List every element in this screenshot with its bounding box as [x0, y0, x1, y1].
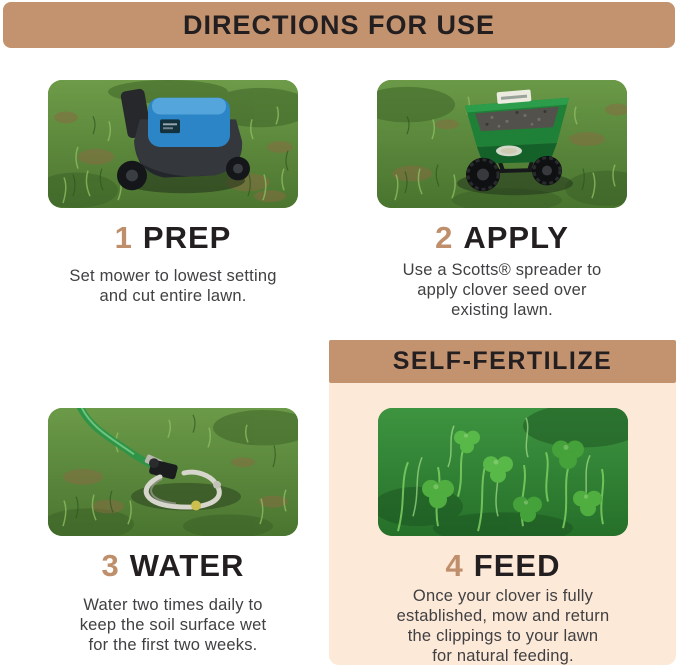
description-line: and cut entire lawn. — [99, 287, 247, 305]
step-description — [377, 260, 627, 320]
description-line: Set mower to lowest setting — [69, 267, 277, 285]
step-4-feed — [378, 408, 628, 666]
description-line: Once your clover is fully — [412, 587, 594, 605]
step-label: PREP — [142, 220, 232, 255]
self-fertilize-title: SELF-FERTILIZE — [392, 347, 613, 375]
self-fertilize-banner — [329, 340, 676, 383]
step-description — [48, 266, 298, 306]
step-1-prep — [48, 80, 298, 306]
description-line: apply clover seed over — [417, 281, 587, 299]
step-2-apply — [377, 80, 627, 320]
header-banner — [3, 2, 675, 48]
step-title — [48, 221, 298, 255]
seed-spreader-photo — [377, 80, 627, 208]
step-number: 2 — [435, 220, 454, 255]
description-line: the clippings to your lawn — [407, 627, 599, 645]
step-title — [378, 549, 628, 583]
lawn-mower-photo — [48, 80, 298, 208]
description-line: existing lawn. — [451, 301, 553, 319]
step-3-water — [48, 408, 298, 655]
description-line: Use a Scotts® spreader to — [402, 261, 602, 279]
sprinkler-photo — [48, 408, 298, 536]
step-number: 1 — [114, 220, 133, 255]
description-line: Water two times daily to — [83, 596, 263, 614]
step-description — [48, 595, 298, 655]
step-title — [377, 221, 627, 255]
step-title — [48, 549, 298, 583]
description-line: for the first two weeks. — [88, 636, 258, 654]
page-title: DIRECTIONS FOR USE — [182, 9, 496, 40]
description-line: keep the soil surface wet — [79, 616, 267, 634]
description-line: for natural feeding. — [432, 647, 574, 665]
step-number: 4 — [445, 548, 464, 583]
step-number: 3 — [101, 548, 120, 583]
step-description — [378, 586, 628, 666]
step-label: FEED — [473, 548, 561, 583]
step-label: WATER — [129, 548, 245, 583]
description-line: established, mow and return — [396, 607, 610, 625]
clover-closeup-photo — [378, 408, 628, 536]
step-label: APPLY — [463, 220, 569, 255]
